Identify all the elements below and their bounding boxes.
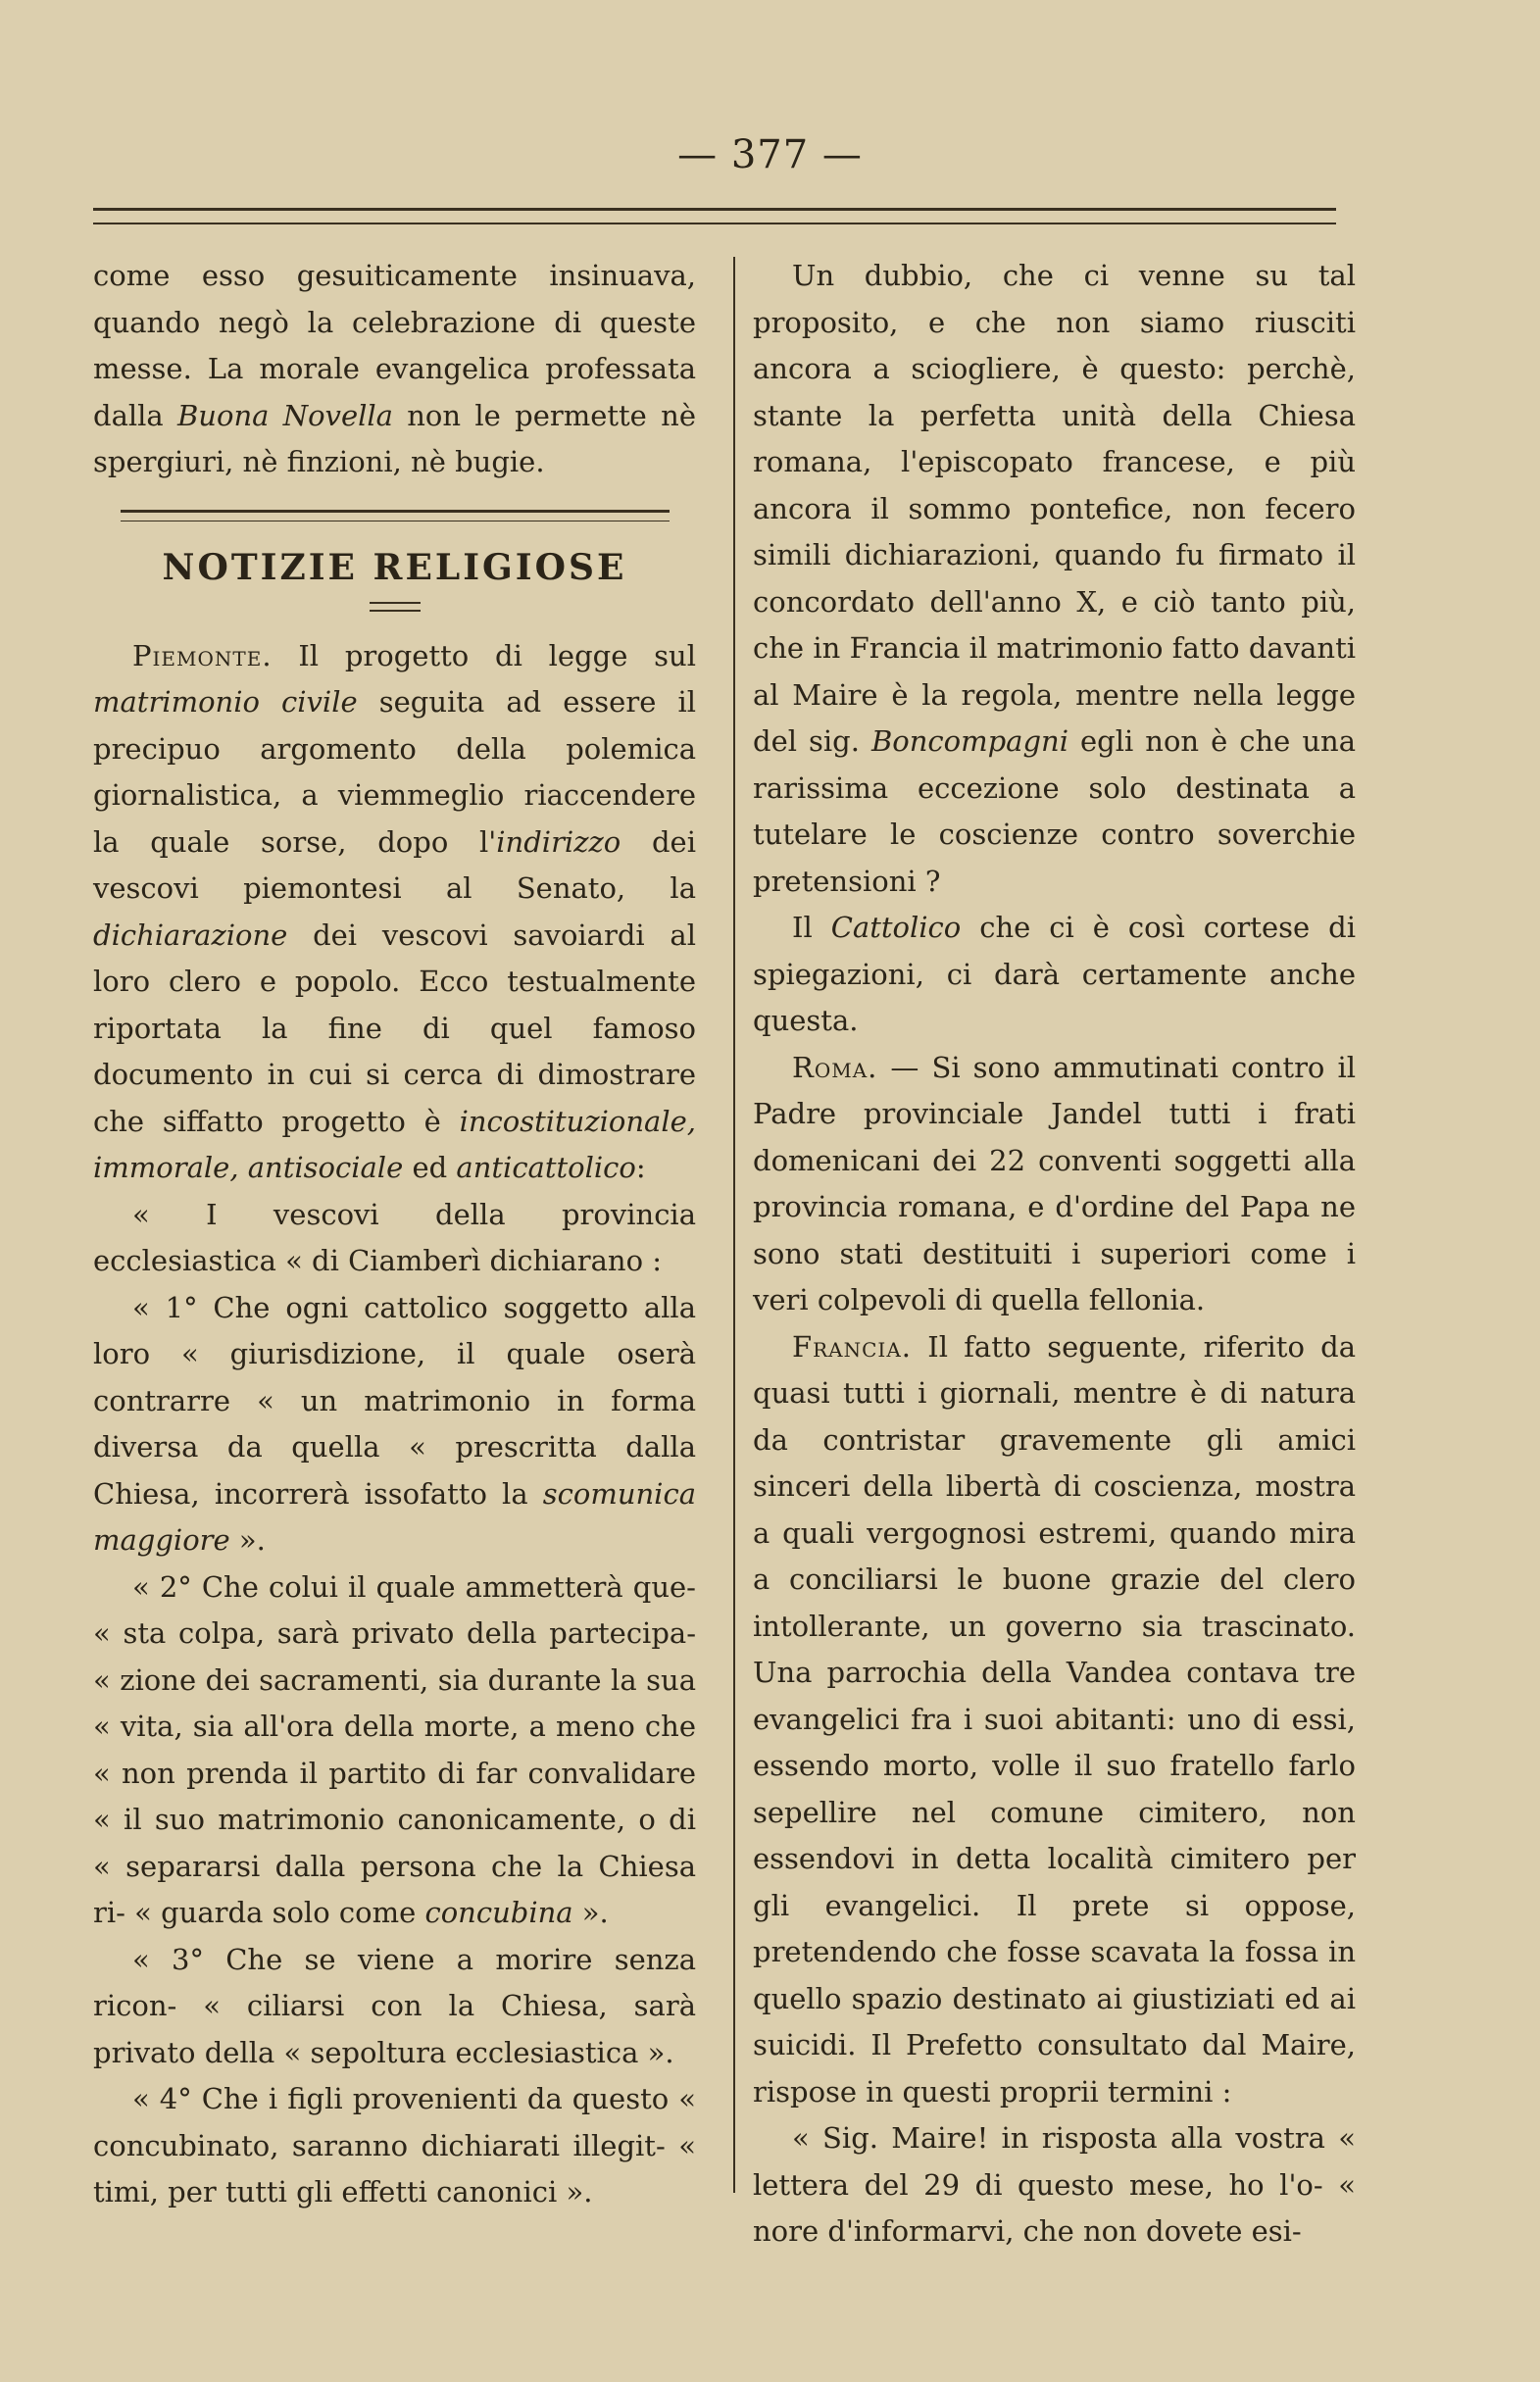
quote-intro: « I vescovi della provincia ecclesiastica « di Ciamberì dichiarano :: [93, 1197, 696, 1277]
quote-item-4: « 4° Che i figli provenienti da questo « concubinato, saranno dichiarati illegit- « timi, per tutti gli effetti canonici ».: [93, 2082, 696, 2208]
piemonte-paragraph: Piemonte. Il progetto di legge sul matrimonio civile seguita ad essere il precipuo argomento della polemica giornalistica, a viemmeglio riaccendere la quale sorse, dopo l'indirizzo dei vescovi piemontesi al Senato, la dichiarazione dei vescovi savoiardi al loro clero e popolo. Ecco testualmente riportata la fine di quel famoso documento in cui si cerca di dimostrare che siffatto progetto è incostituzionale, immorale, antisociale ed anticattolico:: [93, 638, 697, 1184]
francia-label: Francia.: [792, 1329, 912, 1364]
quote-item-3: « 3° Che se viene a morire senza ricon- « ciliarsi con la Chiesa, sarà privato della « sepoltura ecclesiastica ».: [93, 1942, 696, 2069]
section-rule: [121, 510, 670, 521]
intro-paragraph: come esso gesuiticamente insinuava, quando negò la celebrazione di queste messe. La morale evangelica professata dalla Buona Novella non le permette nè spergiuri, nè finzioni, nè bugie.: [93, 259, 696, 478]
section-title: NOTIZIE RELIGIOSE: [162, 546, 627, 588]
page-number: — 377 —: [677, 132, 863, 177]
dubbio-paragraph: Un dubbio, che ci venne su tal proposito, e che non siamo riusciti ancora a sciogliere, è questo: perchè, stante la perfetta unità della Chiesa romana, l'episcopato francese, e più ancora il sommo pontefice, non fecero simili dichiarazioni, quando fu firmato il concordato dell'anno X, e ciò tanto più, che in Francia il matrimonio fatto davanti al Maire è la regola, mentre nella legge del sig. Boncompagni egli non è che una rarissima eccezione solo destinata a tutelare le coscienze contro soverchie pretensioni ?: [753, 259, 1356, 898]
roma-label: Roma.: [792, 1050, 878, 1084]
right-column: [753, 253, 1356, 2256]
roma-paragraph: Roma. — Si sono ammutinati contro il Padre provinciale Jandel tutti i frati domenicani dei 22 conventi soggetti alla provincia romana, e d'ordine del Papa ne sono stati destituiti i superiori come i veri colpevoli di quella fellonia.: [753, 1050, 1356, 1316]
piemonte-label: Piemonte.: [132, 638, 273, 672]
section-ornament: [370, 602, 421, 612]
prefetto-quote: « Sig. Maire! in risposta alla vostra « lettera del 29 di questo mese, ho l'o- « nore d'informarvi, che non dovete esi-: [753, 2121, 1356, 2248]
column-divider: [733, 257, 735, 2193]
francia-paragraph: Francia. Il fatto seguente, riferito da quasi tutti i giornali, mentre è di natura da contristar gravemente gli amici sinceri della libertà di coscienza, mostra a quali vergognosi estremi, quando mira a conciliarsi le buone grazie del clero intollerante, un governo sia trascinato. Una parrochia della Vandea contava tre evangelici fra i suoi abitanti: uno di essi, essendo morto, volle il suo fratello farlo sepellire nel comune cimitero, non essendovi in detta località cimitero per gli evangelici. Il prete si oppose, pretendendo che fosse scavata la fossa in quello spazio destinato ai giustiziati ed ai suicidi. Il Prefetto consultato dal Maire, rispose in questi proprii termini :: [753, 1329, 1356, 2109]
cattolico-paragraph: Il Cattolico che ci è così cortese di spiegazioni, ci darà certamente anche questa.: [753, 911, 1356, 1037]
quote-item-2: « 2° Che colui il quale ammetterà que- « sta colpa, sarà privato della partecipa- « zione dei sacramenti, sia durante la sua « vita, sia all'ora della morte, a meno che « non prenda il partito di far convalidare « il suo matrimonio canonicamente, o di « separarsi dalla persona che la Chiesa ri- « guarda solo come concubina ».: [93, 1569, 696, 1929]
left-column: [93, 253, 696, 2216]
header-rule: [93, 208, 1336, 224]
quote-item-1: « 1° Che ogni cattolico soggetto alla loro « giurisdizione, il quale oserà contrarre « un matrimonio in forma diversa da quella « prescritta dalla Chiesa, incorrerà issofatto la scomunica maggiore ».: [93, 1290, 696, 1557]
